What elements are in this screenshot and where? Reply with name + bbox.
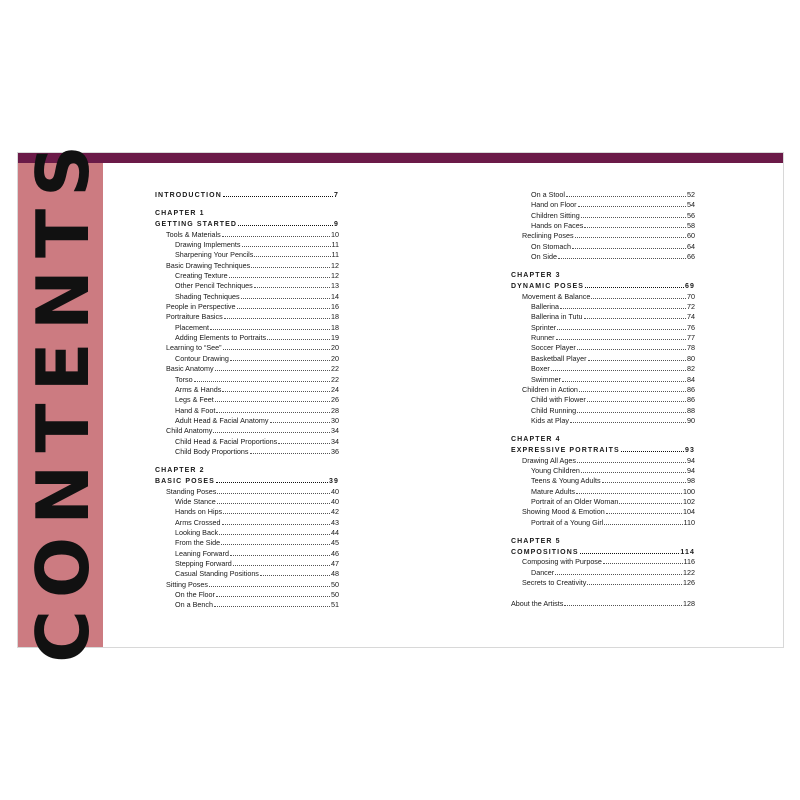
toc-entry-label: Hands on Faces — [531, 221, 584, 231]
dot-leader — [215, 394, 330, 402]
toc-page-number: 44 — [331, 527, 339, 537]
dot-leader — [558, 251, 686, 259]
toc-entry[interactable] — [511, 577, 695, 587]
toc-page-number: 24 — [331, 384, 339, 394]
toc-entry[interactable] — [511, 475, 695, 485]
toc-entry-label: Learning to “See” — [166, 343, 222, 353]
toc-entry-label: Boxer — [531, 364, 550, 374]
toc-entry[interactable] — [155, 322, 339, 332]
toc-entry-label: Young Children — [531, 465, 580, 475]
toc-entry[interactable] — [155, 579, 339, 589]
dot-leader — [557, 322, 686, 330]
toc-spacer — [511, 261, 695, 272]
chapter-title-row[interactable] — [155, 189, 339, 199]
toc-page-number: 90 — [687, 415, 695, 425]
dot-leader — [584, 220, 686, 228]
toc-entry[interactable] — [155, 568, 339, 578]
toc-entry-label: EXPRESSIVE PORTRAITS — [511, 447, 620, 455]
dot-leader — [556, 332, 686, 340]
toc-entry-label: Torso — [175, 374, 193, 384]
toc-entry-label: Leaning Forward — [175, 548, 229, 558]
toc-entry-label: Portrait of an Older Woman — [531, 496, 619, 506]
dot-leader — [254, 249, 330, 257]
toc-entry-label: BASIC POSES — [155, 478, 215, 486]
toc-entry[interactable] — [511, 363, 695, 373]
toc-page-number: 50 — [331, 579, 339, 589]
toc-entry[interactable] — [511, 241, 695, 251]
toc-entry-label: Sharpening Your Pencils — [175, 250, 254, 260]
dot-leader — [230, 353, 330, 361]
dot-leader — [555, 567, 682, 575]
toc-page-number: 18 — [331, 322, 339, 332]
dot-leader — [581, 210, 686, 218]
dot-leader — [580, 546, 680, 554]
toc-entry[interactable] — [511, 486, 695, 496]
toc-entry-label: Runner — [531, 333, 555, 343]
dot-leader — [604, 517, 682, 525]
dot-leader — [570, 415, 686, 423]
toc-entry-label: Kids at Play — [531, 415, 569, 425]
toc-entry[interactable] — [155, 384, 339, 394]
toc-entry-label: Shading Techniques — [175, 291, 240, 301]
toc-entry-label: Soccer Player — [531, 343, 576, 353]
dot-leader — [581, 465, 686, 473]
toc-page-number: 28 — [331, 405, 339, 415]
toc-entry-label: Hand on Floor — [531, 200, 577, 210]
toc-entry[interactable] — [511, 332, 695, 342]
toc-page-number: 54 — [687, 200, 695, 210]
toc-entry-label: Adding Elements to Portraits — [175, 333, 267, 343]
toc-entry-label: Legs & Feet — [175, 395, 214, 405]
toc-entry-label: On Stomach — [531, 241, 571, 251]
toc-page-number: 116 — [683, 557, 695, 567]
toc-entry-label: Tools & Materials — [166, 229, 221, 239]
toc-page-number: 51 — [331, 600, 339, 610]
chapter-title-row[interactable] — [511, 280, 695, 290]
toc-page-number: 70 — [687, 291, 695, 301]
toc-page-number: 22 — [331, 374, 339, 384]
toc-page-number: 11 — [331, 240, 339, 250]
toc-entry-label: COMPOSITIONS — [511, 548, 579, 556]
dot-leader — [260, 568, 330, 576]
dot-leader — [223, 189, 333, 197]
toc-page-number: 74 — [687, 312, 695, 322]
chapter-title-row[interactable] — [511, 444, 695, 454]
toc-page-number: 50 — [331, 590, 339, 600]
toc-entry[interactable] — [155, 280, 339, 290]
toc-page-number: 40 — [331, 496, 339, 506]
dot-leader — [214, 599, 330, 607]
toc-page-number: 11 — [331, 250, 339, 260]
toc-page-number: 114 — [680, 548, 695, 556]
toc-entry[interactable] — [511, 353, 695, 363]
toc-entry[interactable] — [155, 270, 339, 280]
toc-page-number: 16 — [331, 302, 339, 312]
dot-leader — [222, 229, 330, 237]
toc-entry[interactable] — [511, 394, 695, 404]
toc-entry[interactable] — [511, 455, 695, 465]
toc-page-number: 77 — [687, 333, 695, 343]
toc-entry-label: Other Pencil Techniques — [175, 281, 253, 291]
chapter-title-row[interactable] — [511, 546, 695, 556]
toc-entry-label: Basic Anatomy — [166, 364, 214, 374]
dot-leader — [223, 342, 330, 350]
chapter-number: CHAPTER 1 — [155, 210, 205, 218]
toc-entry-label: Secrets to Creativity — [522, 578, 587, 587]
toc-page-number: 60 — [687, 231, 695, 241]
dot-leader — [222, 517, 330, 525]
dot-leader — [576, 486, 682, 494]
toc-entry[interactable] — [511, 465, 695, 475]
toc-entry-label: Basketball Player — [531, 353, 587, 363]
toc-page-number: 30 — [331, 415, 339, 425]
toc-page-number: 34 — [331, 426, 339, 436]
dot-leader — [250, 446, 330, 454]
toc-entry[interactable] — [155, 425, 339, 435]
dot-leader — [230, 548, 330, 556]
dot-leader — [572, 241, 686, 249]
dot-leader — [241, 291, 330, 299]
toc-entry-label: Portraiture Basics — [166, 312, 223, 322]
dot-leader — [584, 311, 686, 319]
toc-entry[interactable] — [511, 556, 695, 566]
toc-entry[interactable] — [511, 374, 695, 384]
dot-leader — [216, 589, 330, 597]
toc-page-number: 98 — [687, 476, 695, 486]
toc-entry[interactable] — [155, 589, 339, 599]
toc-entry[interactable] — [155, 517, 339, 527]
dot-leader — [621, 444, 684, 452]
dot-leader — [229, 270, 330, 278]
toc-entry-label: INTRODUCTION — [155, 192, 222, 199]
dot-leader — [223, 506, 330, 514]
toc-entry[interactable] — [511, 496, 695, 506]
toc-page-number: 52 — [687, 190, 695, 199]
toc-entry-label: Contour Drawing — [175, 353, 229, 363]
dot-leader — [267, 332, 330, 340]
toc-page-number: 20 — [331, 353, 339, 363]
toc-entry[interactable] — [155, 496, 339, 506]
toc-entry-label: Standing Poses — [166, 486, 217, 496]
toc-entry-label: Composing with Purpose — [522, 557, 602, 567]
toc-page-number: 86 — [687, 384, 695, 394]
toc-entry[interactable] — [155, 394, 339, 404]
toc-page-number: 12 — [331, 260, 339, 270]
dot-leader — [278, 436, 330, 444]
dot-leader — [602, 475, 686, 483]
dot-leader — [560, 301, 686, 309]
toc-entry-label: Sprinter — [531, 322, 557, 332]
toc-entry[interactable] — [155, 332, 339, 342]
toc-entry[interactable] — [155, 537, 339, 547]
toc-entry[interactable] — [511, 517, 695, 527]
dot-leader — [577, 342, 686, 350]
toc-entry-label: Teens & Young Adults — [531, 476, 601, 486]
toc-page-number: 86 — [687, 395, 695, 405]
dot-leader — [577, 455, 686, 463]
dot-leader — [587, 577, 682, 585]
dot-leader — [216, 475, 328, 483]
toc-page-number: 47 — [331, 559, 339, 568]
toc-entry-label: Ballerina — [531, 302, 559, 312]
toc-page-number: 126 — [683, 578, 695, 587]
toc-spacer — [155, 456, 339, 467]
toc-entry[interactable] — [155, 363, 339, 373]
toc-entry-label: On a Bench — [175, 600, 213, 610]
toc-page-number: 7 — [334, 192, 339, 199]
toc-entry-label: Basic Drawing Techniques — [166, 260, 251, 270]
dot-leader — [238, 218, 333, 226]
toc-spacer — [511, 527, 695, 538]
toc-left-column — [155, 189, 339, 610]
toc-entry-label: Arms & Hands — [175, 384, 222, 394]
toc-entry[interactable] — [155, 229, 339, 239]
toc-entry[interactable] — [155, 342, 339, 352]
dot-leader — [606, 506, 682, 514]
toc-entry-label: Reclining Poses — [522, 231, 574, 241]
chapter-number: CHAPTER 3 — [511, 272, 561, 280]
toc-entry[interactable] — [511, 230, 695, 240]
toc-entry[interactable] — [155, 374, 339, 384]
toc-page-number: 22 — [331, 364, 339, 374]
toc-entry[interactable] — [155, 436, 339, 446]
toc-page-number: 42 — [331, 507, 339, 517]
toc-page-number: 10 — [331, 229, 339, 239]
toc-entry[interactable] — [511, 322, 695, 332]
toc-entry[interactable] — [511, 506, 695, 516]
dot-leader — [251, 260, 330, 268]
toc-page-number: 56 — [687, 210, 695, 220]
dot-leader — [577, 405, 686, 413]
toc-page-number: 58 — [687, 221, 695, 231]
dot-leader — [221, 537, 330, 545]
dot-leader — [233, 558, 330, 566]
dot-leader — [209, 579, 330, 587]
toc-page-number: 46 — [331, 548, 339, 558]
toc-entry[interactable] — [155, 486, 339, 496]
chapter-number: CHAPTER 2 — [155, 467, 205, 475]
toc-page-number: 94 — [687, 465, 695, 475]
toc-entry[interactable] — [155, 415, 339, 425]
toc-spacer — [511, 587, 695, 598]
toc-entry[interactable] — [155, 260, 339, 270]
toc-entry-label: GETTING STARTED — [155, 221, 238, 229]
toc-entry-label: Movement & Balance — [522, 291, 591, 301]
toc-entry-label: Mature Adults — [531, 486, 575, 496]
toc-entry-label: Showing Mood & Emotion — [522, 507, 605, 517]
toc-entry-label: Child Running — [531, 405, 577, 415]
toc-entry[interactable] — [511, 301, 695, 311]
dot-leader — [578, 199, 686, 207]
contents-title: CONTENTS — [20, 133, 105, 663]
toc-entry[interactable] — [511, 405, 695, 415]
toc-entry[interactable] — [511, 567, 695, 577]
chapter-number: CHAPTER 5 — [511, 537, 561, 545]
toc-entry[interactable] — [155, 353, 339, 363]
toc-entry[interactable] — [511, 220, 695, 230]
toc-entry[interactable] — [511, 415, 695, 425]
dot-leader — [215, 363, 330, 371]
toc-page-number: 82 — [687, 364, 695, 374]
toc-page-number: 34 — [331, 436, 339, 446]
dot-leader — [222, 384, 330, 392]
toc-page-number: 93 — [685, 447, 695, 455]
toc-entry-label: Swimmer — [531, 374, 561, 384]
toc-page-number: 64 — [687, 241, 695, 251]
toc-entry[interactable] — [511, 210, 695, 220]
toc-entry-label: Drawing All Ages — [522, 455, 576, 465]
dot-leader — [217, 486, 330, 494]
toc-entry-label: Casual Standing Positions — [175, 569, 259, 579]
toc-entry[interactable] — [155, 506, 339, 516]
dot-leader — [217, 496, 330, 504]
dot-leader — [270, 415, 331, 423]
toc-entry-label: Placement — [175, 322, 209, 332]
dot-leader — [575, 230, 686, 238]
toc-page-number: 45 — [331, 538, 339, 548]
toc-entry-label: DYNAMIC POSES — [511, 283, 585, 291]
dot-leader — [210, 322, 330, 330]
dot-leader — [587, 394, 686, 402]
toc-entry-label: Looking Back — [175, 527, 219, 537]
toc-entry[interactable] — [511, 598, 695, 608]
toc-spacer — [511, 425, 695, 436]
dot-leader — [591, 291, 686, 299]
toc-entry-label: Adult Head & Facial Anatomy — [175, 415, 269, 425]
toc-entry[interactable] — [511, 199, 695, 209]
toc-page-number: 66 — [687, 252, 695, 262]
dot-leader — [213, 425, 330, 433]
toc-page-number: 48 — [331, 569, 339, 579]
toc-entry-label: Drawing Implements — [175, 240, 241, 250]
toc-page-number: 104 — [683, 507, 695, 517]
toc-page-number: 40 — [331, 486, 339, 496]
toc-entry-label: Sitting Poses — [166, 579, 208, 589]
toc-entry-label: Ballerina in Tutu — [531, 312, 583, 322]
chapter-title-row[interactable] — [155, 218, 339, 228]
toc-entry[interactable] — [155, 558, 339, 568]
sidebar-panel — [18, 133, 105, 663]
toc-page-number: 102 — [683, 496, 695, 506]
toc-page-number: 14 — [331, 291, 339, 301]
toc-entry-label: On the Floor — [175, 590, 215, 600]
toc-page-number: 88 — [687, 405, 695, 415]
toc-page-number: 39 — [329, 478, 339, 486]
toc-page-number: 94 — [687, 455, 695, 465]
toc-entry[interactable] — [511, 384, 695, 394]
toc-page-number: 13 — [331, 281, 339, 291]
toc-entry[interactable] — [155, 311, 339, 321]
dot-leader — [566, 189, 686, 197]
chapter-number: CHAPTER 4 — [511, 436, 561, 444]
toc-page-number: 36 — [331, 446, 339, 456]
toc-page-number: 72 — [687, 302, 695, 312]
toc-entry-label: Child Head & Facial Proportions — [175, 436, 278, 446]
toc-page-number: 19 — [331, 333, 339, 343]
toc-entry-label: From the Side — [175, 538, 221, 548]
toc-entry-label: Child Body Proportions — [175, 446, 249, 456]
toc-entry-label: On Side — [531, 252, 557, 262]
dot-leader — [564, 598, 682, 606]
toc-entry[interactable] — [155, 446, 339, 456]
toc-entry[interactable] — [155, 405, 339, 415]
dot-leader — [216, 405, 330, 413]
toc-entry-label: Child Anatomy — [166, 426, 213, 436]
toc-entry[interactable] — [511, 311, 695, 321]
toc-page-number: 12 — [331, 271, 339, 281]
toc-page-number: 9 — [334, 221, 339, 229]
toc-entry-label: Children Sitting — [531, 210, 580, 220]
toc-entry-label: Hands on Hips — [175, 507, 223, 517]
toc-entry[interactable] — [155, 239, 339, 249]
dot-leader — [562, 374, 686, 382]
toc-page-number: 122 — [683, 567, 695, 577]
toc-page-number: 76 — [687, 322, 695, 332]
toc-entry-label: Dancer — [531, 567, 555, 577]
dot-leader — [579, 384, 686, 392]
dot-leader — [219, 527, 330, 535]
toc-entry-label: Creating Texture — [175, 271, 228, 281]
toc-entry-label: Child with Flower — [531, 395, 586, 405]
toc-entry-label: Portrait of a Young Girl — [531, 517, 604, 527]
toc-entry[interactable] — [155, 291, 339, 301]
dot-leader — [603, 556, 683, 564]
toc-entry[interactable] — [511, 291, 695, 301]
toc-page-number: 80 — [687, 353, 695, 363]
toc-page-number: 128 — [683, 599, 695, 609]
toc-entry[interactable] — [155, 301, 339, 311]
toc-page-number: 43 — [331, 517, 339, 527]
toc-entry[interactable] — [511, 189, 695, 199]
dot-leader — [551, 363, 686, 371]
dot-leader — [194, 374, 330, 382]
toc-right-column — [511, 189, 695, 609]
toc-entry[interactable] — [511, 342, 695, 352]
toc-entry[interactable] — [155, 527, 339, 537]
toc-page-number: 18 — [331, 312, 339, 322]
toc-entry-label: Hand & Foot — [175, 405, 216, 415]
dot-leader — [619, 496, 682, 504]
toc-entry[interactable] — [155, 599, 339, 609]
dot-leader — [242, 239, 331, 247]
toc-entry-label: Stepping Forward — [175, 559, 232, 568]
toc-entry-label: Arms Crossed — [175, 517, 221, 527]
top-color-bar — [18, 153, 783, 163]
toc-entry-label: About the Artists — [511, 599, 564, 609]
dot-leader — [585, 280, 684, 288]
toc-page-number: 20 — [331, 343, 339, 353]
toc-page-number: 110 — [683, 517, 695, 527]
chapter-title-row[interactable] — [155, 475, 339, 485]
dot-leader — [588, 353, 686, 361]
toc-entry-label: On a Stool — [531, 190, 565, 199]
toc-page-number: 26 — [331, 395, 339, 405]
toc-page-number: 84 — [687, 374, 695, 384]
toc-entry[interactable] — [511, 251, 695, 261]
toc-entry[interactable] — [155, 548, 339, 558]
toc-entry-label: Wide Stance — [175, 496, 216, 506]
dot-leader — [254, 280, 330, 288]
dot-leader — [224, 311, 330, 319]
toc-page-number: 78 — [687, 343, 695, 353]
toc-entry-label: People in Perspective — [166, 302, 236, 312]
toc-page-number: 69 — [685, 283, 695, 291]
toc-entry[interactable] — [155, 249, 339, 259]
dot-leader — [237, 301, 330, 309]
toc-page-number: 100 — [683, 486, 695, 496]
toc-entry-label: Children in Action — [522, 384, 578, 394]
